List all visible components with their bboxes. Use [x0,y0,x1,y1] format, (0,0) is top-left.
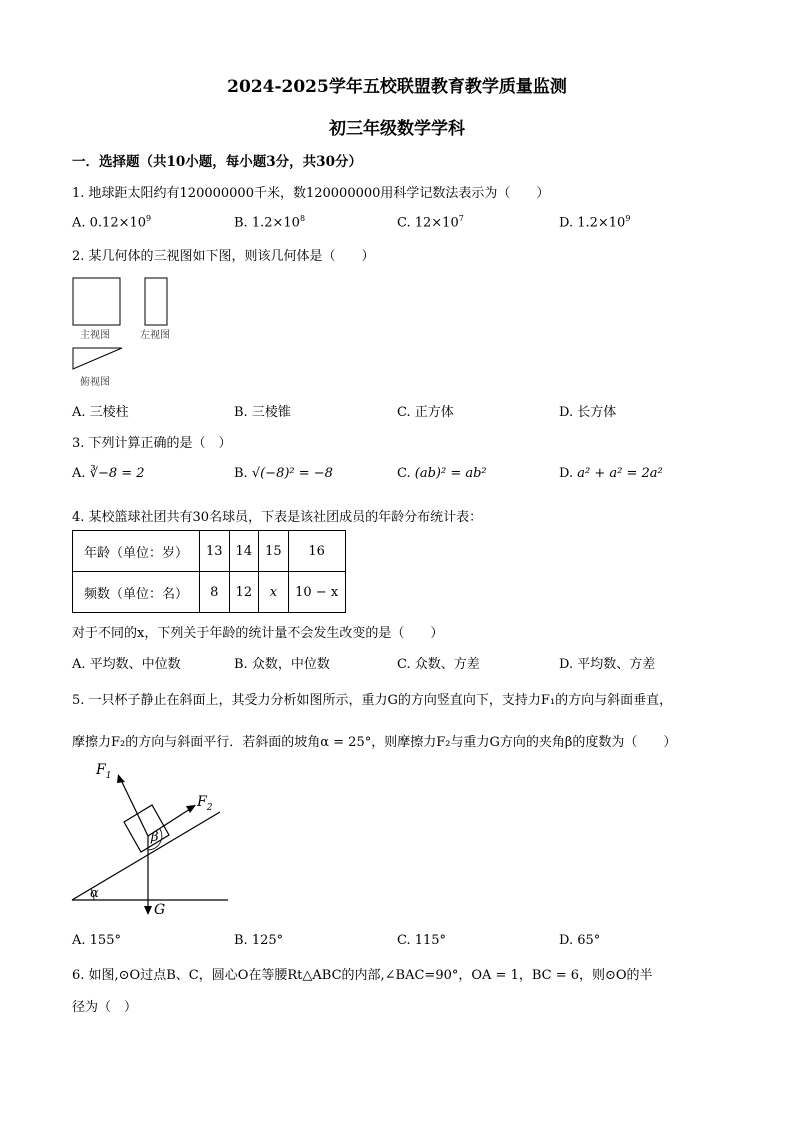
q4-option-d: D. 平均数、方差 [559,657,656,672]
q1-option-b: B. $1.2\times 10^8$ [234,214,306,231]
q3-option-c: C. (ab)² = ab² [397,466,487,481]
q3-option-b: B. √(−8)² = −8 [234,466,333,481]
g-label: G [154,902,166,918]
table-cell: 年龄（单位：岁） [73,531,200,572]
table-cell: 13 [200,531,230,572]
q4-option-b: B. 众数，中位数 [234,657,330,672]
q4-option-c: C. 众数、方差 [397,657,480,672]
q2-option-b: B. 三棱锥 [234,405,291,420]
q5-option-a: A. 155° [72,933,121,948]
table-cell: 16 [288,531,345,572]
left-view-rect [145,278,167,325]
q2-option-c: C. 正方体 [397,405,454,420]
question-4-stem: 4. 某校篮球社团共有30名球员，下表是该社团成员的年龄分布统计表： [72,510,483,525]
cup-shape [124,805,169,852]
top-view-label: 俯视图 [80,377,110,388]
age-distribution-table [72,530,346,613]
q3-option-a: A. ∛−8 = 2 [72,466,145,481]
table-cell: 14 [229,531,259,572]
question-4-followup: 对于不同的x，下列关于年龄的统计量不会发生改变的是（ ） [72,626,444,641]
q2-option-a: A. 三棱柱 [72,405,129,420]
page-subtitle: 初三年级数学学科 [329,119,465,139]
top-view-triangle [73,348,122,369]
table-cell: 15 [259,531,289,572]
table-cell: x [259,572,289,613]
alpha-label: α [90,886,99,901]
f2-arrow-head [186,805,196,813]
left-view-label: 左视图 [140,330,170,341]
f2-label: $F_2$ [197,794,213,813]
page-title: 2024-2025学年五校联盟教育教学质量监测 [227,77,567,97]
q5-option-b: B. 125° [234,933,284,948]
table-row [73,531,346,572]
front-view-label: 主视图 [80,330,110,341]
q3-option-d: D. a² + a² = 2a² [559,466,663,481]
table-row [73,572,346,613]
f1-arrow-head [117,774,125,783]
table-cell: 8 [200,572,230,613]
section-heading: 一．选择题（共10小题，每小题3分，共30分） [72,154,362,170]
question-3-stem: 3. 下列计算正确的是（ ） [72,436,232,451]
question-6-stem-line1: 6. 如图,⊙O过点B、C，圆心O在等腰Rt△ABC的内部,∠BAC=90°，OA = 1，BC = 6，则⊙O的半 [72,968,653,983]
f1-label: $F_1$ [96,762,112,781]
question-5-stem-line2: 摩擦力F₂的方向与斜面平行．若斜面的坡角α = 25°，则摩擦力F₂与重力G方向的夹角β的度数为（ ） [72,735,677,750]
beta-label: β [151,830,159,845]
q1-option-c: C. $12\times 10^7$ [397,214,464,231]
q1-option-d: D. $1.2\times 10^9$ [559,214,631,231]
q2-option-d: D. 长方体 [559,405,617,420]
table-cell: 12 [229,572,259,613]
q5-option-c: C. 115° [397,933,447,948]
question-2-stem: 2. 某几何体的三视图如下图，则该几何体是（ ） [72,249,375,264]
table-cell: 10 − x [288,572,345,613]
question-5-stem-line1: 5. 一只杯子静止在斜面上，其受力分析如图所示，重力G的方向竖直向下，支持力F₁的方向与斜面垂直， [72,693,673,708]
q1-option-a: A. $0.12\times 10^9$ [72,214,152,231]
table-cell: 频数（单位：名） [73,572,200,613]
q4-option-a: A. 平均数、中位数 [72,657,181,672]
g-arrow-head [144,906,152,915]
question-1-stem: 1. 地球距太阳约有120000000千米，数120000000用科学记数法表示为（ ） [72,186,550,201]
q5-option-d: D. 65° [559,933,601,948]
question-6-stem-line2: 径为（ ） [72,1000,138,1015]
front-view-square [73,278,120,325]
